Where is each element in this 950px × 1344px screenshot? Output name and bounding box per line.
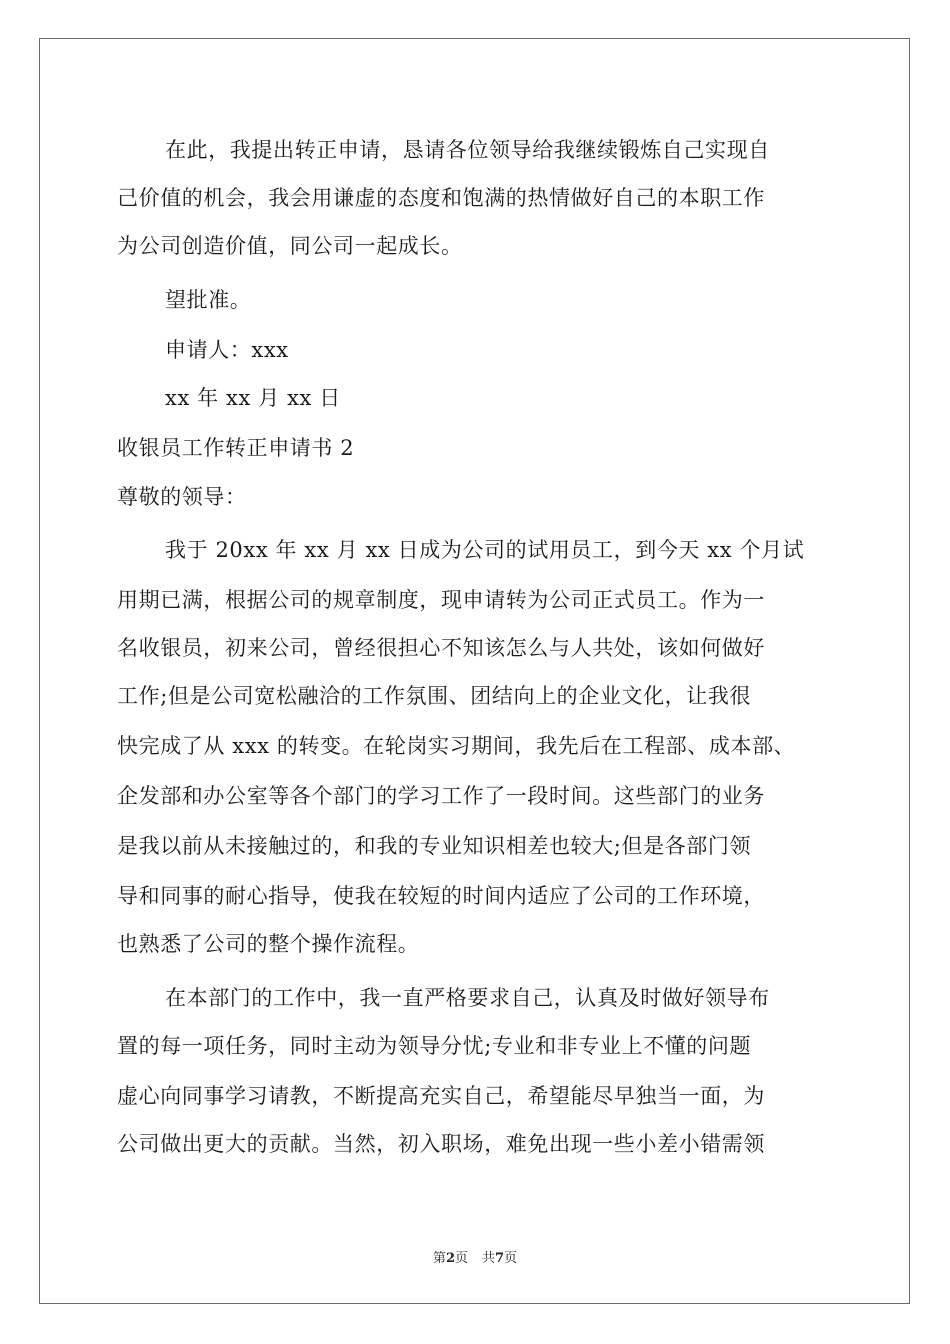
total-suffix: 页 (504, 1251, 518, 1266)
paragraph-line: 我于 20xx 年 xx 月 xx 日成为公司的试用员工，到今天 xx 个月试 (165, 538, 805, 562)
paragraph-line: 在本部门的工作中，我一直严格要求自己，认真及时做好领导布 (165, 986, 770, 1010)
paragraph-line: 也熟悉了公司的整个操作流程。 (117, 932, 420, 956)
page-border (39, 38, 910, 1304)
page-number: 2 (445, 1251, 455, 1266)
paragraph-line: 置的每一项任务，同时主动为领导分忧;专业和非专业上不懂的问题 (117, 1034, 752, 1058)
salutation: 尊敬的领导： (117, 485, 247, 509)
paragraph-line: 快完成了从 xxx 的转变。在轮岗实习期间，我先后在工程部、成本部、 (117, 734, 796, 758)
page-footer (0, 1247, 950, 1266)
paragraph-line: 企发部和办公室等各个部门的学习工作了一段时间。这些部门的业务 (117, 784, 765, 808)
total-prefix: 共 (482, 1251, 496, 1266)
paragraph-line: 导和同事的耐心指导，使我在较短的时间内适应了公司的工作环境， (117, 884, 765, 908)
paragraph-line: 己价值的机会，我会用谦虚的态度和饱满的热情做好自己的本职工作 (117, 186, 765, 210)
total-pages: 7 (495, 1251, 505, 1266)
section-title: 收银员工作转正申请书 2 (117, 436, 355, 460)
page-prefix: 第 (432, 1251, 446, 1266)
paragraph-line: 工作;但是公司宽松融洽的工作氛围、团结向上的企业文化，让我很 (117, 684, 752, 708)
paragraph-line: 公司做出更大的贡献。当然，初入职场，难免出现一些小差小错需领 (117, 1132, 765, 1156)
date-line: xx 年 xx 月 xx 日 (165, 386, 341, 410)
paragraph-line: 为公司创造价值，同公司一起成长。 (117, 234, 463, 258)
paragraph-line: 名收银员，初来公司，曾经很担心不知该怎么与人共处，该如何做好 (117, 636, 765, 660)
paragraph-line: 是我以前从未接触过的，和我的专业知识相差也较大;但是各部门领 (117, 834, 752, 858)
paragraph-line: 虚心向同事学习请教，不断提高充实自己，希望能尽早独当一面，为 (117, 1084, 765, 1108)
applicant-line: 申请人：xxx (165, 338, 289, 362)
page-suffix: 页 (454, 1251, 468, 1266)
paragraph-line: 用期已满，根据公司的规章制度，现申请转为公司正式员工。作为一 (117, 588, 765, 612)
paragraph-line: 在此，我提出转正申请，恳请各位领导给我继续锻炼自己实现自 (165, 138, 770, 162)
approval-line: 望批准。 (165, 288, 252, 312)
